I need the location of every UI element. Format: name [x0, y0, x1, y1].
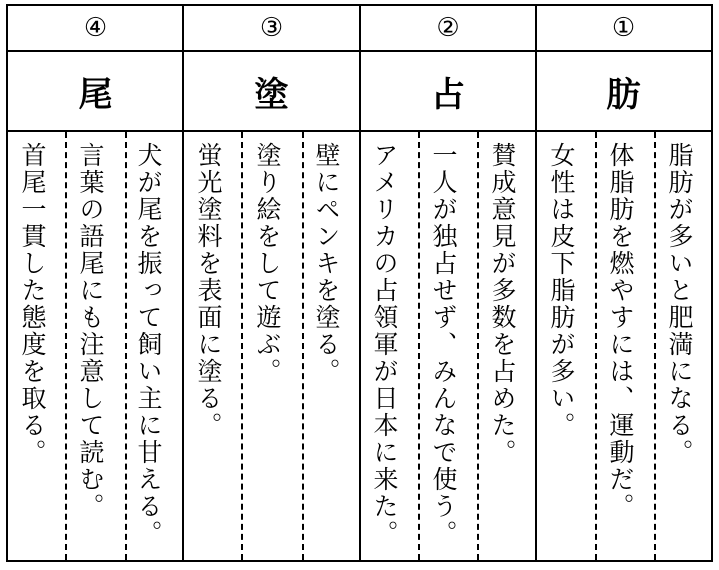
example-sentence: 首尾一貫した態度を取る。: [18, 142, 47, 466]
column-number-4: ④: [83, 13, 108, 43]
dashed-divider: [302, 132, 304, 560]
kanji-practice-sheet: [6, 4, 713, 562]
example-sentence: 脂肪が多いと肥満になる。: [665, 142, 694, 466]
example-sentence: 塗り絵をして遊ぶ。: [253, 142, 282, 385]
example-sentence: 蛍光塗料を表面に塗る。: [194, 142, 223, 439]
kanji-heading-2: 占: [431, 74, 465, 115]
dashed-divider: [125, 132, 127, 560]
column-number-3: ③: [259, 13, 284, 43]
example-sentence: 女性は皮下脂肪が多い。: [547, 142, 576, 439]
dashed-divider: [65, 132, 67, 560]
example-sentence: 体脂肪を燃やすには、運動だ。: [606, 142, 635, 520]
dashed-divider: [241, 132, 243, 560]
dashed-divider: [418, 132, 420, 560]
example-sentence: 壁にペンキを塗る。: [312, 142, 341, 385]
kanji-heading-4: 尾: [78, 74, 113, 115]
dashed-divider: [595, 132, 597, 560]
column-divider: [182, 6, 184, 560]
kanji-heading-3: 塗: [254, 74, 289, 115]
example-sentence: 賛成意見が多数を占めた。: [488, 142, 517, 466]
column-number-2: ②: [436, 13, 460, 43]
dashed-divider: [654, 132, 656, 560]
column-divider: [359, 6, 361, 560]
example-sentence: アメリカの占領軍が日本に来た。: [370, 142, 399, 547]
column-divider: [535, 6, 537, 560]
example-sentence: 犬が尾を振って飼い主に甘える。: [134, 142, 163, 547]
example-sentence: 言葉の語尾にも注意して読む。: [76, 142, 105, 520]
example-sentence: 一人が独占せず、みんなで使う。: [429, 142, 458, 547]
column-number-1: ①: [611, 13, 636, 43]
dashed-divider: [477, 132, 479, 560]
kanji-heading-1: 肪: [606, 74, 641, 115]
